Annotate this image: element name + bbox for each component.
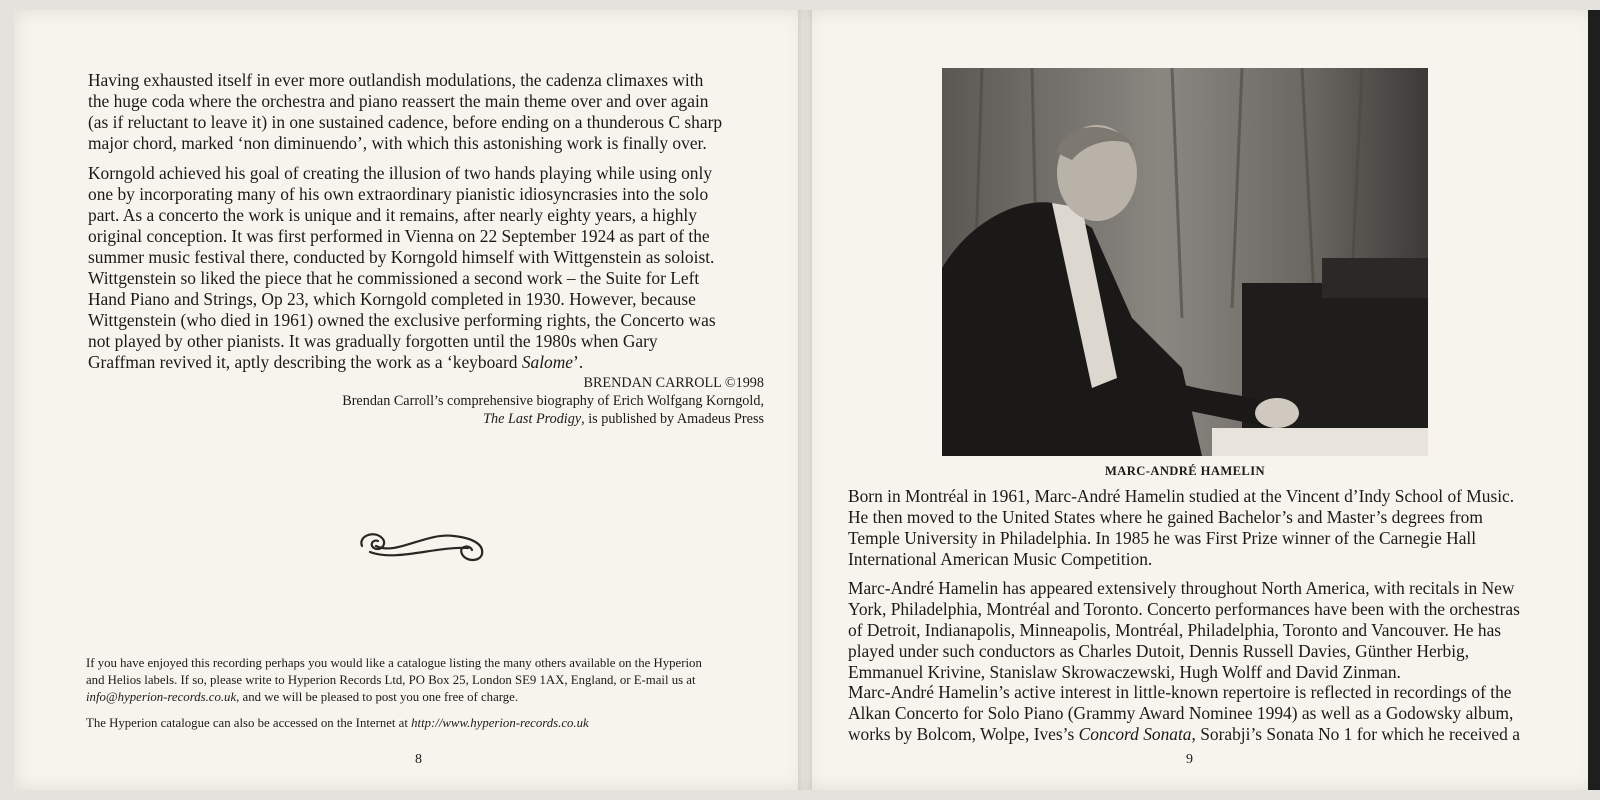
page-number-right: 9	[1186, 752, 1193, 767]
page-gutter	[798, 10, 812, 790]
pianist-photo	[942, 68, 1428, 456]
text-line: Marc-André Hamelin’s active interest in little-known repertoire is reflected in recordings of the	[848, 682, 1512, 702]
text-line: (as if reluctant to leave it) in one sustained cadence, before ending on a thunderous C sharp	[88, 112, 723, 132]
italic-title: Salome	[521, 352, 574, 372]
pianist-photo-image	[942, 68, 1428, 456]
author-name: BRENDAN CARROLL ©1998	[583, 375, 764, 391]
author-credit	[342, 374, 764, 428]
text-line: of Detroit, Indianapolis, Minneapolis, Montréal, Philadelphia, Toronto and Vancouver. He has	[848, 620, 1502, 640]
credit-text: , is published by Amadeus Press	[581, 411, 764, 427]
catalogue-notice	[86, 655, 702, 732]
credit-line: Brendan Carroll’s comprehensive biography of Erich Wolfgang Korngold,	[342, 393, 764, 409]
photo-caption: MARC-ANDRÉ HAMELIN	[1104, 464, 1266, 478]
italic-title: Concord Sonata	[1078, 724, 1192, 744]
text-line: Born in Montréal in 1961, Marc-André Hamelin studied at the Vincent d’Indy School of Music.	[848, 486, 1515, 506]
notice-line	[86, 715, 702, 732]
text-line: major chord, marked ‘non diminuendo’, with which this astonishing work is finally over.	[88, 133, 707, 153]
page-number-left: 8	[415, 752, 422, 767]
left-paragraph-2	[88, 163, 716, 373]
text-segment: Graffman revived it, aptly describing the work as a ‘keyboard	[88, 352, 522, 372]
text-line: York, Philadelphia, Montréal and Toronto. Concerto performances have been with the orchestras	[848, 599, 1520, 619]
right-paragraph-2	[848, 578, 1520, 683]
notice-line: If you have enjoyed this recording perhaps you would like a catalogue listing the many others available on the Hyperion	[86, 656, 702, 670]
text-line: Korngold achieved his goal of creating the illusion of two hands playing while using only	[88, 163, 713, 183]
text-line: summer music festival there, conducted by Korngold himself with Wittgenstein as soloist.	[88, 247, 715, 267]
notice-text: The Hyperion catalogue can also be accessed on the Internet at	[86, 716, 412, 730]
text-line: Alkan Concerto for Solo Piano (Grammy Award Nominee 1994) as well as a Godowsky album,	[848, 703, 1514, 723]
website-url: http://www.hyperion-records.co.uk	[411, 716, 589, 730]
binding-edge	[1588, 10, 1600, 790]
text-line: He then moved to the United States where he gained Bachelor’s and Master’s degrees from	[848, 507, 1483, 527]
text-line: International American Music Competition.	[848, 549, 1153, 569]
ornament-flourish-icon	[356, 526, 490, 566]
text-line: original conception. It was first performed in Vienna on 22 September 1924 as part of the	[88, 226, 710, 246]
notice-line: and Helios labels. If so, please write to Hyperion Records Ltd, PO Box 25, London SE9 1AX, England, or E-mail us at	[86, 673, 696, 687]
email-address: info@hyperion-records.co.uk	[86, 690, 237, 704]
text-line	[88, 352, 716, 373]
credit-line	[342, 410, 764, 428]
text-line: Emmanuel Krivine, Stanislaw Skrowaczewski, Hugh Wolff and David Zinman.	[848, 662, 1401, 682]
text-line: not played by other pianists. It was gradually forgotten until the 1980s when Gary	[88, 331, 658, 351]
text-line: Hand Piano and Strings, Op 23, which Korngold completed in 1930. However, because	[88, 289, 696, 309]
text-line: the huge coda where the orchestra and piano reassert the main theme over and over again	[88, 91, 709, 111]
text-line: Wittgenstein (who died in 1961) owned the exclusive performing rights, the Concerto was	[88, 310, 716, 330]
text-segment: works by Bolcom, Wolpe, Ives’s	[848, 724, 1079, 744]
notice-text: , and we will be pleased to post you one free of charge.	[236, 690, 519, 704]
book-title: The Last Prodigy	[483, 411, 582, 427]
text-line: Temple University in Philadelphia. In 1985 he was First Prize winner of the Carnegie Hall	[848, 528, 1477, 548]
left-paragraph-1	[88, 70, 722, 154]
text-line: Wittgenstein so liked the piece that he commissioned a second work – the Suite for Left	[88, 268, 700, 288]
text-line: one by incorporating many of his own extraordinary pianistic idiosyncrasies into the solo	[88, 184, 709, 204]
text-segment: , Sorabji’s Sonata No 1 for which he received a	[1191, 724, 1520, 744]
text-line: part. As a concerto the work is unique and it remains, after nearly eighty years, a highly	[88, 205, 697, 225]
text-line: Having exhausted itself in ever more outlandish modulations, the cadenza climaxes with	[88, 70, 704, 90]
text-line	[848, 724, 1520, 745]
notice-line	[86, 689, 702, 706]
text-segment: ’.	[573, 352, 584, 372]
right-paragraph-3	[848, 682, 1520, 745]
right-paragraph-1	[848, 486, 1514, 570]
text-line: played under such conductors as Charles Dutoit, Dennis Russell Davies, Günther Herbig,	[848, 641, 1470, 661]
text-line: Marc-André Hamelin has appeared extensively throughout North America, with recitals in New	[848, 578, 1515, 598]
